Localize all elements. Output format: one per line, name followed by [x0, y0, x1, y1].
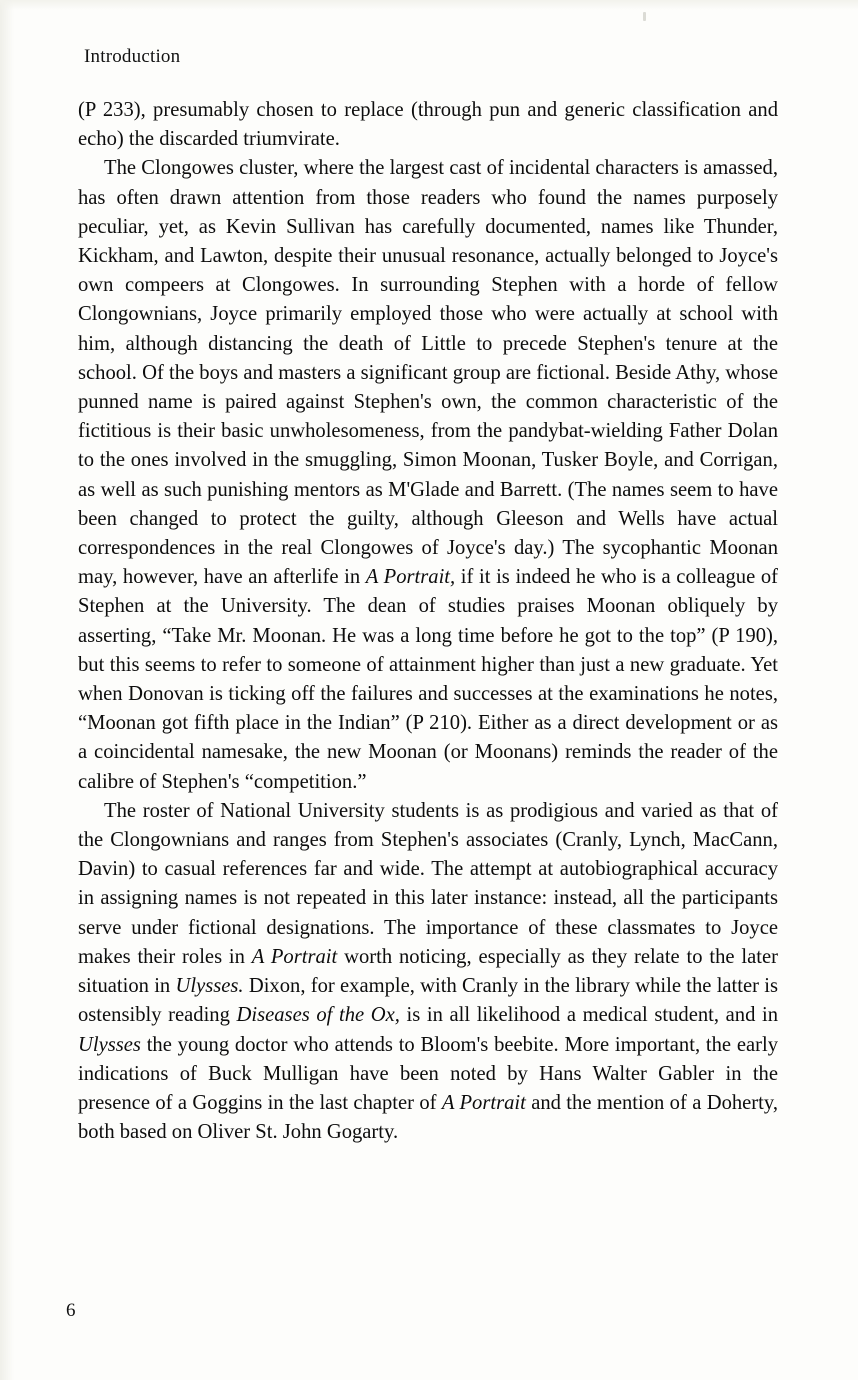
text-run: The Clongowes cluster, where the largest cast of incidental characters is amassed, has often drawn attention from those readers who found the names purposely peculiar, yet, as Kevin Sullivan has carefully documented, names like Thunder, Kickham, and Lawton, despite their unusual resonance, actually belonged to Joyce's own compeers at Clongowes. In surrounding Stephen with a horde of fellow Clongownians, Joyce primarily employed those who were actually at school with him, although distancing the death of Little to precede Stephen's tenure at the school. Of the boys and masters a significant group are fictional. Beside Athy, whose punned name is paired against Stephen's own, the common characteristic of the fictitious is their basic unwholesomeness, from the pandybat-wielding Father Dolan to the ones involved in the smuggling, Simon Moonan, Tusker Boyle, and Corrigan, as well as such punishing mentors as M'Glade and Barrett. (The names seem to have been changed to protect the guilty, although Gleeson and Wells have actual correspondences in the real Clongowes of Joyce's day.) The sycophantic Moonan may, however, have an afterlife in: [78, 157, 778, 589]
paragraph: [78, 797, 778, 1147]
italic-title: Diseases of the Ox,: [236, 1004, 400, 1027]
running-head: Introduction: [84, 46, 181, 67]
paragraph: [78, 154, 778, 796]
italic-title: Ulysses: [78, 1033, 141, 1056]
text-run: Dixon, for example, with Cranly in the library while the latter is ostensibly reading: [78, 975, 778, 1027]
scan-edge-top: [0, 0, 858, 10]
text-run: (P 233), presumably chosen to replace (through pun and generic classification and echo) the discarded triumvirate.: [78, 99, 778, 151]
paragraph: [78, 96, 778, 154]
text-run: if it is indeed he who is a colleague of Stephen at the University. The dean of studies praises Moonan obliquely by asserting, “Take Mr. Moonan. He was a long time before he got to the top” (P 190), but this seems to refer to someone of attainment higher than just a new graduate. Yet when Donovan is ticking off the failures and successes at the examinations he notes, “Moonan got fifth place in the Indian” (P 210). Either as a direct development or as a coincidental namesake, the new Moonan (or Moonans) reminds the reader of the calibre of Stephen's “competition.”: [78, 566, 778, 793]
body-text: [78, 96, 778, 1147]
page-number: 6: [66, 1300, 76, 1321]
text-run: the young doctor who attends to Bloom's beebite. More important, the early indications of Buck Mulligan have been noted by Hans Walter Gabler in the presence of a Goggins in the last chapter of: [78, 1033, 778, 1114]
scan-edge-left: [0, 0, 14, 1380]
scan-speck: [643, 12, 646, 21]
text-run: The roster of National University students is as prodigious and varied as that of the Clongownians and ranges from Stephen's associates (Cranly, Lynch, MacCann, Davin) to casual references far and wide. The attempt at autobiographical accuracy in assigning names is not repeated in this later instance: instead, all the participants serve under fictional designations. The importance of these classmates to Joyce makes their roles in: [78, 799, 778, 968]
text-run: is in all likelihood a medical student, and in: [399, 1004, 779, 1027]
text-run: and the mention of a Doherty, both based on Oliver St. John Gogarty.: [78, 1091, 778, 1144]
italic-title: Ulysses.: [175, 975, 244, 998]
italic-title: A Portrait: [441, 1091, 526, 1114]
text-run: worth noticing, especially as they relate to the later situation in: [78, 945, 778, 998]
italic-title: A Portrait: [251, 945, 338, 968]
italic-title: A Portrait,: [365, 566, 456, 589]
